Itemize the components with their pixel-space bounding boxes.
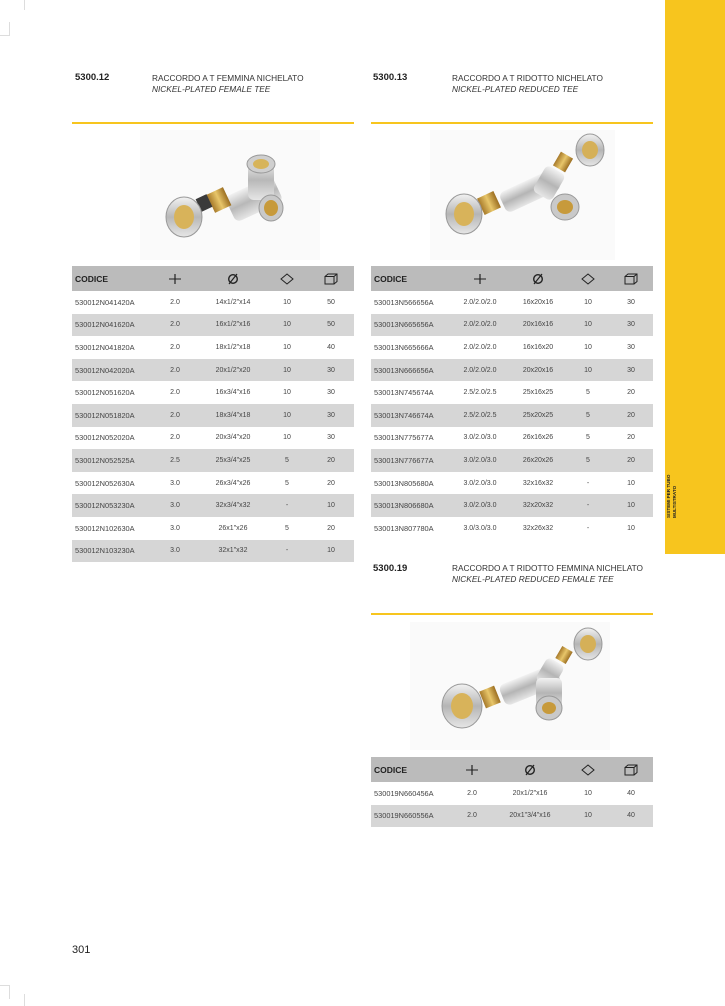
cell: 10 — [266, 404, 308, 427]
cell: 40 — [627, 789, 635, 797]
cell: 530013N776677A — [371, 449, 451, 472]
cell: 530012N041620A — [72, 314, 150, 337]
cell: 32x20x32 — [509, 494, 567, 517]
table-header-row — [371, 266, 653, 291]
section-label-line2: MULTISTRATO — [671, 485, 677, 518]
cell: 32x26x32 — [522, 524, 554, 532]
cell: 530013N665656A — [371, 314, 451, 337]
table-row — [371, 359, 653, 382]
table-row — [72, 517, 354, 540]
cell: 32x1"x32 — [200, 540, 266, 563]
table-row — [371, 782, 653, 805]
cell: 30 — [308, 404, 354, 427]
cell: 2.0/2.0/2.0 — [451, 314, 509, 337]
table-header-row — [371, 757, 653, 782]
cell: 530012N042020A — [72, 359, 150, 382]
diameter-icon — [524, 764, 536, 776]
title-it: RACCORDO A T RIDOTTO FEMMINA NICHELATO — [452, 563, 644, 573]
cell: 20x1"3/4"x16 — [493, 805, 567, 828]
code-column-header: CODICE — [371, 757, 451, 782]
table-row — [72, 359, 354, 382]
cell: 2.0 — [150, 314, 200, 337]
table-row — [72, 291, 354, 314]
cell: 20x3/4"x20 — [215, 434, 251, 442]
cell: 530013N806680A — [371, 494, 451, 517]
cell: 2.0 — [170, 343, 180, 351]
table-row — [371, 449, 653, 472]
cell: 5 — [586, 389, 590, 397]
thickness-icon — [169, 273, 181, 285]
title-en: NICKEL-PLATED FEMALE TEE — [152, 83, 271, 94]
cell: 10 — [584, 789, 592, 797]
cell: 16x16x20 — [522, 343, 554, 351]
cell: - — [586, 524, 590, 532]
cell: 26x3/4"x26 — [215, 479, 251, 487]
cell: 10 — [567, 314, 609, 337]
cell: 2.0/2.0/2.0 — [463, 343, 497, 351]
section-rule — [72, 122, 354, 124]
cell: 530013N746674A — [371, 404, 451, 427]
cell: 30 — [308, 359, 354, 382]
crop-mark — [0, 22, 10, 36]
cell: 10 — [308, 540, 354, 563]
table-row — [72, 336, 354, 359]
cell: 3.0/2.0/3.0 — [463, 434, 497, 442]
table-row — [72, 381, 354, 404]
cell: 2.0 — [451, 805, 493, 828]
cell: 20x1/2"x20 — [200, 359, 266, 382]
table-row — [72, 540, 354, 563]
cell: 3.0 — [150, 540, 200, 563]
cell: 10 — [266, 314, 308, 337]
table-row — [72, 427, 354, 450]
product-photo-reduced-tee — [430, 130, 615, 260]
cell: 530012N052525A — [72, 449, 150, 472]
title-it: RACCORDO A T FEMMINA NICHELATO — [152, 73, 304, 83]
cell: 16x1/2"x16 — [200, 314, 266, 337]
spec-table-5300-19 — [371, 757, 653, 827]
table-row — [371, 472, 653, 495]
cell: 20 — [627, 389, 635, 397]
package-icon — [581, 764, 595, 776]
cell: 20x20x16 — [509, 359, 567, 382]
cell: 40 — [609, 805, 653, 828]
cell: 16x20x16 — [522, 298, 554, 306]
box-icon — [324, 273, 338, 285]
cell: 3.0/2.0/3.0 — [451, 494, 509, 517]
cell: 10 — [308, 494, 354, 517]
crop-mark — [24, 994, 25, 1006]
cell: 10 — [567, 359, 609, 382]
product-code-5300-13: 5300.13 — [373, 72, 408, 83]
cell: 2.0/2.0/2.0 — [463, 298, 497, 306]
product-title-5300-19 — [452, 563, 643, 585]
cell: 530012N041420A — [75, 297, 135, 307]
cell: 2.5/2.0/2.5 — [463, 389, 497, 397]
section-rule — [371, 613, 653, 615]
spec-table-5300-13 — [371, 266, 653, 540]
cell: 3.0 — [170, 479, 180, 487]
cell: 30 — [327, 389, 335, 397]
cell: 10 — [283, 389, 291, 397]
table-row — [371, 805, 653, 828]
cell: 30 — [627, 298, 635, 306]
cell: 20 — [609, 404, 653, 427]
table-row — [72, 472, 354, 495]
cell: 10 — [266, 359, 308, 382]
cell: 20 — [327, 524, 335, 532]
table-row — [371, 314, 653, 337]
product-code-5300-19: 5300.19 — [373, 563, 408, 574]
cell: 20 — [327, 479, 335, 487]
cell: 5 — [567, 449, 609, 472]
cell: 2.5 — [150, 449, 200, 472]
cell: 10 — [584, 298, 592, 306]
cell: 5 — [567, 404, 609, 427]
crop-mark — [0, 985, 10, 999]
diameter-icon — [227, 273, 239, 285]
code-column-header: CODICE — [371, 266, 451, 291]
thickness-icon — [466, 764, 478, 776]
table-row — [371, 517, 653, 540]
cell: 20 — [308, 449, 354, 472]
cell: 50 — [327, 298, 335, 306]
diameter-column-header — [493, 757, 567, 782]
cell: 2.0 — [170, 298, 180, 306]
cell: 14x1/2"x14 — [215, 298, 251, 306]
cell: 2.0 — [150, 359, 200, 382]
product-photo-reduced-female-tee — [410, 622, 610, 750]
thickness-icon — [474, 273, 486, 285]
product-title-5300-12 — [152, 73, 304, 95]
cell: 530013N566656A — [374, 297, 434, 307]
cell: 530019N660556A — [371, 805, 451, 828]
cell: - — [586, 479, 590, 487]
box-column-header — [609, 757, 653, 782]
diameter-icon — [532, 273, 544, 285]
cell: 3.0/2.0/3.0 — [463, 479, 497, 487]
cell: 26x20x26 — [509, 449, 567, 472]
section-label-line1: SISTEMI PER TUBO — [666, 474, 671, 518]
cell: 20 — [609, 449, 653, 472]
cell: 2.0 — [467, 789, 477, 797]
cell: 530013N665666A — [374, 342, 434, 352]
cell: 5 — [266, 449, 308, 472]
cell: 10 — [584, 343, 592, 351]
cell: 50 — [308, 314, 354, 337]
table-row — [371, 336, 653, 359]
table-row — [72, 449, 354, 472]
cell: 2.0 — [170, 389, 180, 397]
cell: 530013N807780A — [374, 523, 434, 533]
thickness-column-header — [451, 266, 509, 291]
box-icon — [624, 273, 638, 285]
thickness-column-header — [451, 757, 493, 782]
cell: - — [266, 540, 308, 563]
cell: 3.0 — [170, 524, 180, 532]
cell: 32x3/4"x32 — [200, 494, 266, 517]
cell: 3.0/3.0/3.0 — [463, 524, 497, 532]
cell: 30 — [609, 314, 653, 337]
box-column-header — [308, 266, 354, 291]
thickness-column-header — [150, 266, 200, 291]
cell: 30 — [327, 434, 335, 442]
cell: 530013N805680A — [374, 478, 434, 488]
cell: 530013N666656A — [371, 359, 451, 382]
cell: 2.5/2.0/2.5 — [451, 404, 509, 427]
cell: 20x1/2"x16 — [512, 789, 548, 797]
box-column-header — [609, 266, 653, 291]
cell: 10 — [627, 524, 635, 532]
cell: 30 — [627, 343, 635, 351]
cell: 3.0/2.0/3.0 — [451, 449, 509, 472]
cell: 25x16x25 — [522, 389, 554, 397]
cell: 530012N051620A — [75, 388, 135, 398]
cell: 25x20x25 — [509, 404, 567, 427]
cell: 530012N053230A — [72, 494, 150, 517]
product-title-5300-13 — [452, 73, 603, 95]
table-row — [371, 404, 653, 427]
cell: 30 — [609, 359, 653, 382]
crop-mark — [24, 0, 25, 10]
cell: 26x16x26 — [522, 434, 554, 442]
cell: 32x16x32 — [522, 479, 554, 487]
cell: 10 — [283, 343, 291, 351]
cell: 26x1"x26 — [218, 524, 248, 532]
cell: 5 — [285, 524, 289, 532]
code-column-header: CODICE — [72, 266, 150, 291]
cell: 10 — [627, 479, 635, 487]
cell: 530013N745674A — [374, 388, 434, 398]
cell: 530012N102630A — [75, 523, 135, 533]
table-row — [72, 404, 354, 427]
cell: 530012N103230A — [72, 540, 150, 563]
cell: 530012N041820A — [75, 342, 135, 352]
title-en: NICKEL-PLATED REDUCED TEE — [452, 83, 579, 94]
table-row — [371, 427, 653, 450]
table-row — [72, 494, 354, 517]
cell: - — [567, 494, 609, 517]
section-rule — [371, 122, 653, 124]
table-row — [371, 381, 653, 404]
package-icon — [581, 273, 595, 285]
package-column-header — [567, 757, 609, 782]
cell: 20x16x16 — [509, 314, 567, 337]
cell: 2.0/2.0/2.0 — [451, 359, 509, 382]
title-en: NICKEL-PLATED REDUCED FEMALE TEE — [452, 573, 614, 584]
table-row — [371, 494, 653, 517]
spec-table-5300-12 — [72, 266, 354, 562]
product-code-5300-12: 5300.12 — [75, 72, 110, 83]
table-row — [371, 291, 653, 314]
cell: 20 — [627, 434, 635, 442]
cell: 18x1/2"x18 — [215, 343, 251, 351]
cell: 3.0 — [150, 494, 200, 517]
package-icon — [280, 273, 294, 285]
cell: 530013N775677A — [374, 433, 434, 443]
section-side-tab-label — [666, 458, 677, 518]
cell: 10 — [283, 298, 291, 306]
table-header-row — [72, 266, 354, 291]
page-number: 301 — [72, 944, 91, 956]
cell: 16x3/4"x16 — [215, 389, 251, 397]
cell: 25x3/4"x25 — [200, 449, 266, 472]
cell: 530019N660456A — [374, 788, 434, 798]
cell: 5 — [586, 434, 590, 442]
diameter-column-header — [200, 266, 266, 291]
cell: 530012N052630A — [75, 478, 135, 488]
product-photo-female-tee — [140, 130, 320, 260]
cell: 10 — [283, 434, 291, 442]
package-column-header — [567, 266, 609, 291]
package-column-header — [266, 266, 308, 291]
title-it: RACCORDO A T RIDOTTO NICHELATO — [452, 73, 603, 83]
cell: 530012N051820A — [72, 404, 150, 427]
cell: 40 — [327, 343, 335, 351]
cell: 18x3/4"x18 — [200, 404, 266, 427]
cell: 530012N052020A — [75, 433, 135, 443]
cell: - — [266, 494, 308, 517]
cell: 10 — [609, 494, 653, 517]
cell: 2.0 — [150, 404, 200, 427]
cell: 5 — [285, 479, 289, 487]
cell: 10 — [567, 805, 609, 828]
table-row — [72, 314, 354, 337]
diameter-column-header — [509, 266, 567, 291]
box-icon — [624, 764, 638, 776]
cell: 2.0 — [170, 434, 180, 442]
